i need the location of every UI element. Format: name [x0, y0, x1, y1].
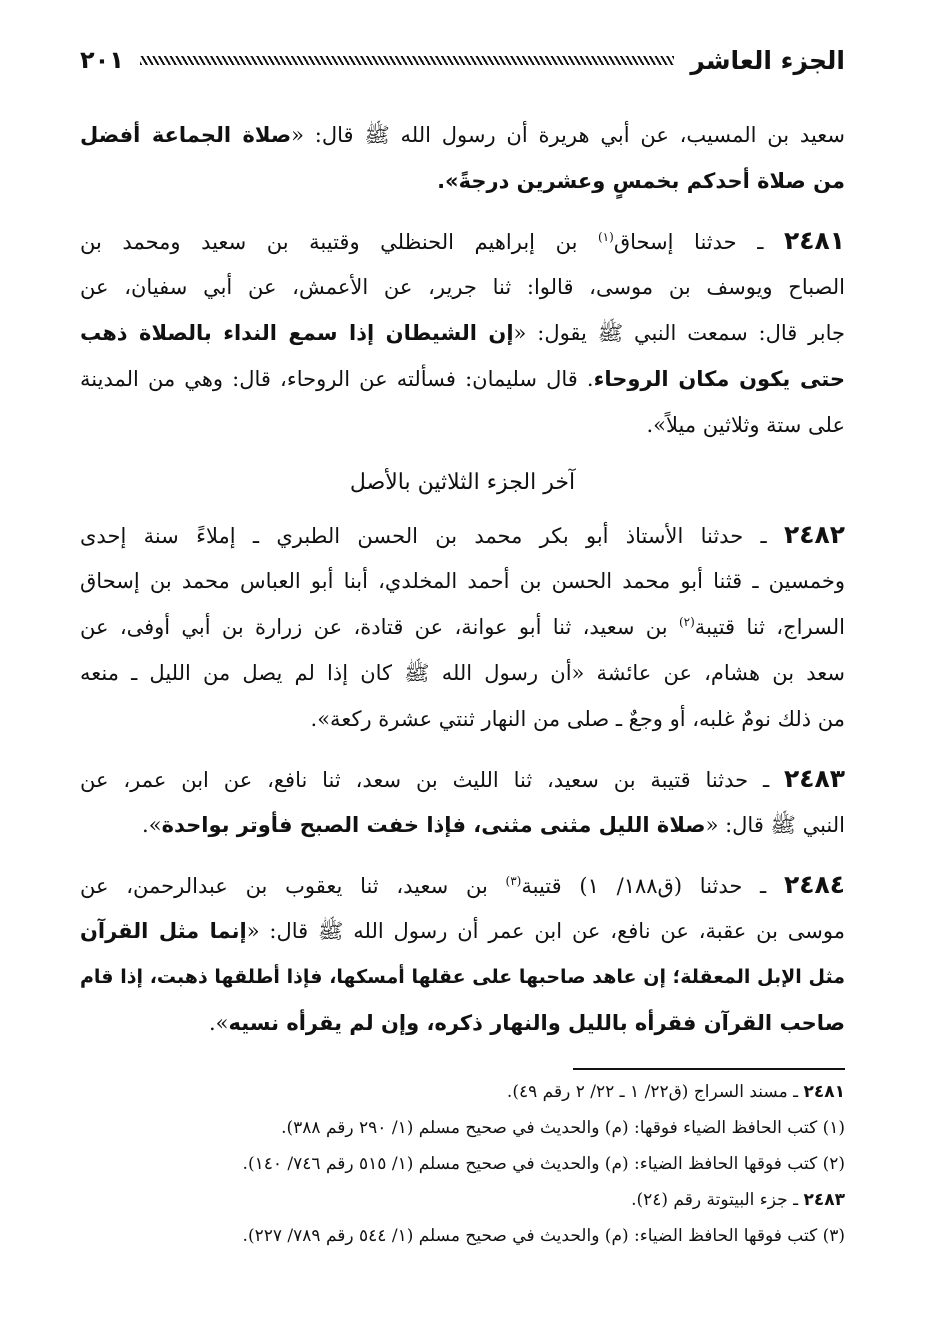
text-run: ـ حدثنا (ق١٨٨/ ١) قتيبة: [521, 874, 784, 898]
hadith-number: ٢٤٨١: [783, 226, 845, 255]
footnote-text: (١) كتب الحافظ الضياء فوقها: (م) والحديث في صحيح مسلم (١/ ٢٩٠ رقم ٣٨٨).: [281, 1118, 845, 1138]
text-line: [80, 224, 845, 260]
text-run: موسى بن عقبة، عن نافع، عن ابن عمر أن رسول الله ﷺ قال: «: [246, 919, 845, 943]
footnote-lead: ٢٤٨١: [803, 1082, 845, 1102]
hadith-text: صلاة الجماعة أفضل: [80, 123, 292, 147]
footnote-ref: (٢): [678, 615, 695, 629]
page-number: ٢٠١: [80, 46, 124, 74]
text-run: بن سعيد، ثنا يعقوب بن عبدالرحمن، عن: [80, 874, 506, 898]
text-run: على ستة وثلاثين ميلاً».: [646, 413, 845, 437]
text-line: [80, 564, 845, 600]
text-run: جابر قال: سمعت النبي ﷺ يقول: «: [513, 321, 845, 345]
hadith-text: حتى يكون مكان الروحاء: [593, 367, 845, 391]
text-line: [80, 164, 845, 200]
footnote: [80, 1078, 845, 1108]
hadith-text: صلاة الليل مثنى مثنى، فإذا خفت الصبح فأوتر بواحدة: [161, 813, 706, 837]
text-run: . قال سليمان: فسألته عن الروحاء، قال: وهي من المدينة: [80, 367, 594, 391]
footnote: [80, 1150, 845, 1180]
text-line: [80, 868, 845, 904]
text-line: [80, 362, 845, 398]
hadith-text: إنما مثل القرآن: [80, 919, 247, 943]
text-run: بن إبراهيم الحنظلي وقتيبة بن سعيد ومحمد بن: [80, 230, 598, 254]
text-run: ـ حدثنا إسحاق: [613, 230, 784, 254]
running-title: الجزء العاشر: [690, 45, 845, 75]
footnote: [80, 1114, 845, 1144]
text-run: ».: [208, 1011, 229, 1035]
hadith-number: ٢٤٨٢: [783, 520, 845, 549]
footnote-lead: ٢٤٨٣: [803, 1190, 845, 1210]
footnote-text: (٣) كتب فوقها الحافظ الضياء: (م) والحديث في صحيح مسلم (١/ ٥٤٤ رقم ٧٨٩/ ٢٢٧).: [242, 1226, 845, 1246]
text-line: [80, 518, 845, 554]
hadith-text: مثل الإبل المعقلة؛ إن عاهد صاحبها على عقلها أمسكها، فإذا أطلقها ذهبت، إذا قام: [80, 966, 845, 988]
footnote-text: ـ مسند السراج (ق٢٢/ ١ ـ ٢٢/ ٢ رقم ٤٩).: [506, 1082, 804, 1102]
header-hatched-rule: [140, 56, 674, 65]
text-run: النبي ﷺ قال: «: [705, 813, 845, 837]
text-line: [80, 702, 845, 738]
footnote: [80, 1222, 845, 1252]
footnote-separator: [573, 1068, 845, 1070]
text-line: [80, 118, 845, 154]
text-run: السراج، ثنا قتيبة: [694, 615, 845, 639]
text-line: [80, 408, 845, 444]
text-run: الصباح ويوسف بن موسى، قالوا: ثنا جرير، عن الأعمش، عن أبي سفيان، عن: [80, 275, 845, 299]
text-line: [80, 656, 845, 692]
text-line: [80, 610, 845, 646]
footnote: [80, 1186, 845, 1216]
footnote-ref: (١): [597, 230, 614, 244]
hadith-text: صاحب القرآن فقرأه بالليل والنهار ذكره، وإن لم يقرأه نسيه: [228, 1011, 845, 1035]
text-line: [80, 1006, 845, 1042]
hadith-number: ٢٤٨٣: [783, 764, 845, 793]
text-run: ـ حدثنا قتيبة بن سعيد، ثنا الليث بن سعد، ثنا نافع، عن ابن عمر، عن: [80, 768, 784, 792]
hadith-number: ٢٤٨٤: [783, 870, 845, 899]
footnote-text: (٢) كتب فوقها الحافظ الضياء: (م) والحديث في صحيح مسلم (١/ ٥١٥ رقم ٧٤٦/ ١٤٠).: [242, 1154, 845, 1174]
footnote-ref: (٣): [505, 874, 522, 888]
footnote-text: ـ جزء البيتوتة رقم (٢٤).: [631, 1190, 804, 1210]
hadith-text: إن الشيطان إذا سمع النداء بالصلاة ذهب: [80, 321, 514, 345]
text-run: ـ حدثنا الأستاذ أبو بكر محمد بن الحسن الطبري ـ إملاءً سنة إحدى: [80, 524, 784, 548]
text-run: من ذلك نومٌ غلبه، أو وجعٌ ـ صلى من النهار ثنتي عشرة ركعة».: [310, 707, 845, 731]
text-line: [80, 808, 845, 844]
text-run: سعيد بن المسيب، عن أبي هريرة أن رسول الله ﷺ قال: «: [291, 123, 846, 147]
text-line: [80, 960, 845, 996]
text-run: ».: [142, 813, 162, 837]
hadith-text: من صلاة أحدكم بخمسٍ وعشرين درجةً».: [437, 169, 845, 193]
text-run: بن سعيد، ثنا أبو عوانة، عن قتادة، عن زرارة بن أبي أوفى، عن: [80, 615, 679, 639]
text-run: سعد بن هشام، عن عائشة «أن رسول الله ﷺ كان إذا لم يصل من الليل ـ منعه: [80, 661, 845, 685]
book-page: [80, 38, 845, 1328]
page-header: [80, 38, 845, 82]
text-line: [80, 316, 845, 352]
text-line: [80, 762, 845, 798]
text-line: [80, 270, 845, 306]
section-title: آخر الجزء الثلاثين بالأصل: [349, 470, 576, 495]
text-run: وخمسين ـ قثنا أبو محمد الحسن بن أحمد المخلدي، أبنا أبو العباس محمد بن إسحاق: [80, 569, 845, 593]
text-line: [80, 914, 845, 950]
